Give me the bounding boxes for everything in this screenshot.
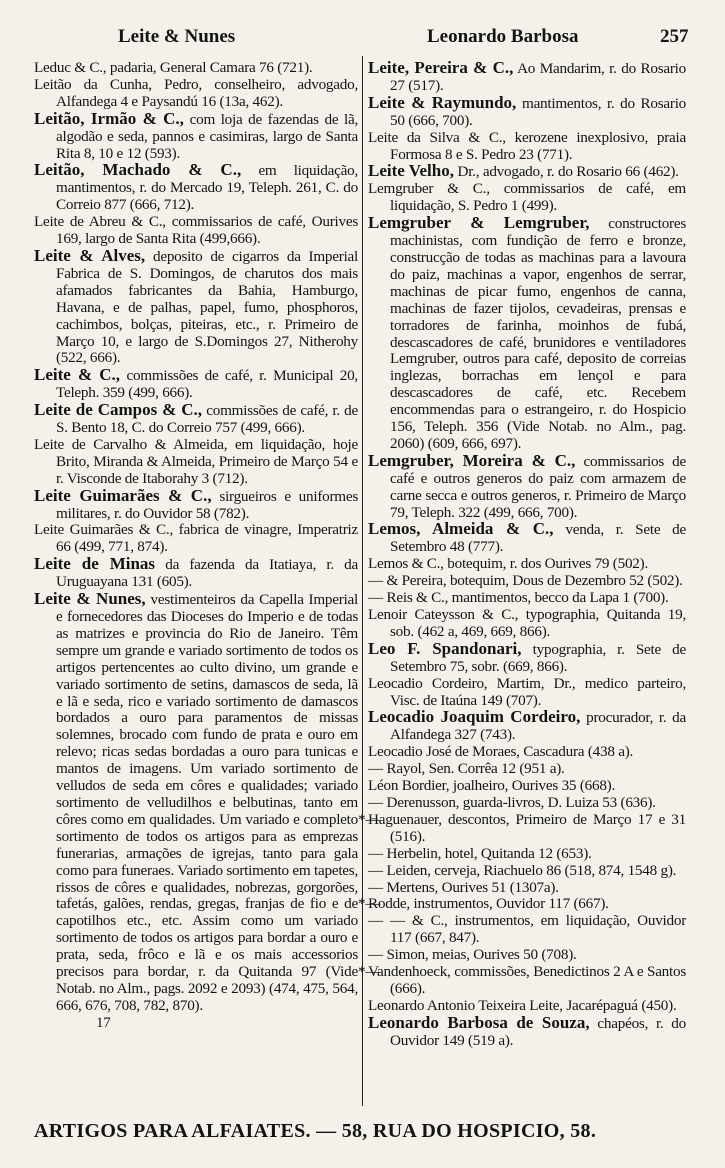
entry-text: Léon Bordier, joalheiro, Ourives 35 (668). [368,777,616,795]
directory-entry [368,92,687,130]
entry-heading: Leite & C., [34,365,121,385]
directory-entry [368,795,686,812]
directory-entry [368,812,686,846]
entry-text: commissarios de café e outros generos do paiz com armazem de carne secca e outros generos, r. Primeiro de Março 79, Teleph. 322 (499, 666, 700). [390,452,686,521]
directory-entry [368,1012,686,1050]
directory-entry [34,245,359,367]
entry-text: procurador, r. da Alfandega 327 (743). [390,709,686,744]
footer-advertisement: ARTIGOS PARA ALFAIATES. — 58, RUA DO HOSPICIO, 58. [34,1120,597,1142]
entry-text: sirgueiros e uniformes militares, r. do Ouvidor 58 (782). [56,487,359,522]
entry-text: typographia, r. Sete de Setembro 75, sobr. (669, 866). [390,640,687,675]
directory-entry [34,60,358,77]
entry-text: Rodde, instrumentos, Ouvidor 117 (667). [368,895,609,913]
signature-mark: 17 [96,1014,111,1031]
directory-entry [34,485,359,523]
entry-heading: Leite & Nunes, [34,589,146,609]
entry-text: Leocadio José de Moraes, Cascadura (438 a). [368,743,634,761]
entry-text: — Derenusson, guarda-livros, D. Luiza 53 (636). [368,793,656,811]
entry-heading: Lemgruber, Moreira & C., [368,450,576,470]
entry-text: chapéos, r. do Ouvidor 149 (519 a). [390,1014,686,1049]
directory-entry [34,162,358,214]
entry-heading: Leite & Raymundo, [368,92,517,112]
entry-text: Leonardo Antonio Teixeira Leite, Jacarépaguá (450). [368,996,677,1014]
directory-entry [34,591,358,1015]
directory-entry [368,590,686,607]
page-number: 257 [660,26,689,47]
directory-entry [368,521,686,556]
directory-entry [34,77,358,111]
entry-heading: Leo F. Spandonari, [368,638,522,658]
directory-entry [34,402,358,437]
entry-heading: Leite de Campos & C., [34,400,203,420]
directory-entry [368,896,686,913]
entry-heading: Leitão, Machado & C., [34,160,242,180]
entry-text: Leite Guimarães & C., fabrica de vinagre, Imperatriz 66 (499, 771, 874). [34,521,358,556]
entry-text: Leocadio Cordeiro, Martim, Dr., medico parteiro, Visc. de Itaúna 149 (707). [368,674,686,709]
entry-text: — Simon, meias, Ourives 50 (708). [368,946,577,964]
directory-entry [368,676,686,710]
entry-text: Lenoir Cateysson & C., typographia, Quitanda 19, sob. (462 a, 469, 669, 866). [368,606,686,640]
entry-heading: Leonardo Barbosa de Souza, [368,1012,590,1032]
directory-entry [368,913,686,947]
directory-entry [368,60,686,95]
entry-text: em liquidação, mantimentos, r. do Mercado 19, Teleph. 261, C. do Correio 877 (666, 712). [56,162,359,214]
entry-text: — Rayol, Sen. Corrêa 12 (951 a). [368,760,565,778]
entry-heading: Lemos, Almeida & C., [368,519,554,539]
header-right: Leonardo Barbosa [427,26,579,47]
entry-text: venda, r. Sete de Setembro 48 (777). [390,521,687,556]
entry-text: Lemgruber & C., commissarios de café, em liquidação, S. Pedro 1 (499). [368,180,686,215]
directory-entry [368,163,686,181]
entry-heading: Leite Guimarães & C., [34,485,212,505]
entry-text: commissões de café, r. Municipal 20, Teleph. 359 (499, 666). [56,367,358,402]
running-header [0,22,725,52]
header-left: Leite & Nunes [118,26,236,47]
entry-text: — Reis & C., mantimentos, becco da Lapa 1 (700). [368,589,669,607]
entry-text: — — & C., instrumentos, em liquidação, Ouvidor 117 (667, 847). [368,912,686,947]
entry-text: — Herbelin, hotel, Quitanda 12 (653). [368,844,592,862]
entry-text: — & Pereira, botequim, Dous de Dezembro 52 (502). [368,572,683,590]
entry-text: constructores machinistas, com fundição de ferro e bronze, construcção de todas as machinas para a lavoura do paiz, machinas a vapor, engenhos de serrar, machinas de picar fumo, engenhos de canna, machinas de fazer tijolos, cevadeiras, prensas e torradores de farinha, moinhos de fubá, descascadores de café, brunidores e ventiladores Lemgruber, outros para café, deposito de correias inglezas, borrachas em lençol e para descascadores de café, etc. Recebem encommendas para o estrangeiro, r. do Hospicio 156, Teleph. 356 (Vide Notab. no Alm., pag. 2060) (609, 666, 697). [390,215,687,452]
directory-entry [368,964,686,998]
entry-text: deposito de cigarros da Imperial Fabrica de S. Domingos, de charutos dos mais afamados fabricantes da Bahia, Hamburgo, Havana, e de palhas, papel, fumo, phosphoros, cachimbos, bolças, piteiras, etc., r. Primeiro de Março 10, e largo de S.Domingos 27, Nitherohy (522, 666). [56,247,359,367]
entry-text: Haguenauer, descontos, Primeiro de Março 17 e 31 (516). [368,810,686,845]
entry-heading: Leocadio Joaquim Cordeiro, [368,707,581,727]
left-column [34,60,358,1031]
directory-entry [368,181,686,215]
entry-heading: Lemgruber & Lemgruber, [368,213,590,233]
entry-text: Leduc & C., padaria, General Camara 76 (721). [34,59,313,76]
entry-text: — Mertens, Ourives 51 (1307a). [368,878,559,896]
directory-entry [368,130,686,164]
directory-entry [34,437,358,488]
entry-text: com loja de fazendas de lã, algodão e seda, pannos e casimiras, largo de Santa Rita 8, 10 e 12 (593). [56,110,359,162]
entry-text: Leite de Abreu & C., commissarios de café, Ourives 169, largo de Santa Rita (499,666). [34,213,358,248]
entry-text: Leite de Carvalho & Almeida, em liquidação, hoje Brito, Miranda & Almeida, Primeiro de Março 54 e r. Visconde de Itaborahy 3 (712). [34,435,358,487]
directory-entry [368,709,686,744]
entry-heading: Leite de Minas [34,554,156,574]
directory-entry [34,108,359,163]
entry-text: da fazenda da Itatiaya, r. da Uruguayana 131 (605). [56,556,358,591]
entry-text: Vandenhoeck, commissões, Benedictinos 2 A e Santos (666). [368,963,686,997]
directory-entry [368,638,687,676]
directory-entry [368,846,686,863]
directory-entry [368,450,686,522]
column-divider [362,56,363,1106]
entry-text: Ao Mandarim, r. do Rosario 27 (517). [390,60,686,94]
entry-text: mantimentos, r. do Rosario 50 (666, 700). [390,94,687,129]
entry-text: vestimenteiros da Capella Imperial e fornecedores das Dioceses do Imperio e de todas as matrizes e provincia do Rio de Janeiro. Têm sempre um grande e variado sortimento de todos os artigos pertencentes ao culto divino, um grande e variado sortimento de setins, damascos de seda, lã e lã e seda, rico e variado sortimento de damascos bordados a ouro para paramentos de missas solemnes, brocado com fundo de prata e ouro em relevo; ricas sedas bordadas a ouro para tunicas e mantos de imagens. Um variado sortimento de velludos de seda em côres e qualidades; variado sortimento de velludilhos e belbutinas, tanto em côres como em qualidades. Um variado e completo sortimento de todos os artigos para as emprezas funerarias, armações de igrejas, tanto para gala como para funeraes. Variado sortimento em tapetes, rissos de côres e qualidades, nobrezas, gorgorões, tafetás, galões, rendas, gregas, franjas de fio e de capotilhos etc., etc. Assim como um variado sortimento de todos os artigos para bordar a ouro e prata, seda, frôco e lã e os mais accessorios precisos para bordar, r. da Quitanda 97 (Vide Notab. no Alm., pags. 2092 e 2093) (474, 475, 564, 666, 676, 708, 782, 870). [56,591,358,1014]
directory-entry [368,573,686,590]
entry-text: — Leiden, cerveja, Riachuelo 86 (518, 874, 1548 g). [368,861,677,879]
directory-entry [368,778,686,795]
entry-heading: Leite Velho, [368,161,454,181]
entry-heading: Leite & Alves, [34,245,146,265]
directory-entry [34,556,358,591]
directory-entry [34,522,358,556]
right-column [368,60,686,1050]
directory-entry [368,607,686,641]
directory-entry [368,761,686,778]
directory-entry [34,367,358,402]
directory-entry [368,556,686,573]
directory-entry [368,880,686,897]
entry-text: Leite da Silva & C., kerozene inexplosivo, praia Formosa 8 e S. Pedro 23 (771). [368,128,686,163]
directory-entry [368,863,686,880]
directory-entry [368,947,686,964]
entry-text: Dr., advogado, r. do Rosario 66 (462). [457,163,679,181]
directory-entry [368,744,686,761]
entry-heading: Leitão, Irmão & C., [34,108,184,128]
directory-entry [368,215,686,453]
entry-text: commissões de café, r. de S. Bento 18, C. do Correio 757 (499, 666). [56,402,358,437]
entry-heading: Leite, Pereira & C., [368,58,514,77]
entry-text: Lemos & C., botequim, r. dos Ourives 79 (502). [368,555,648,573]
directory-entry [34,214,358,248]
entry-text: Leitão da Cunha, Pedro, conselheiro, advogado, Alfandega 4 e Paysandú 16 (13a, 462). [34,75,358,110]
